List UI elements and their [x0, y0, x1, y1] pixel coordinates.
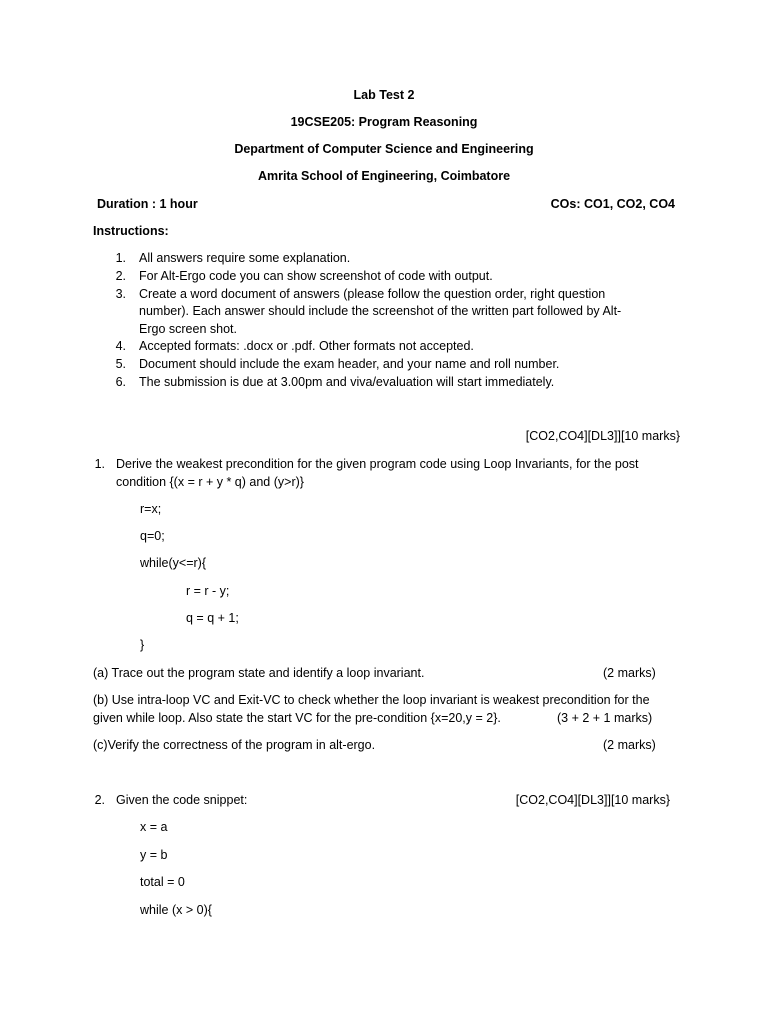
- code-line: while (x > 0){: [140, 903, 212, 917]
- question1-part-b-marks: (3 + 2 + 1 marks): [557, 711, 653, 725]
- course-title: 19CSE205: Program Reasoning: [290, 115, 478, 129]
- question1-text: Derive the weakest precondition for the given program code using Loop Invariants, for the post: [116, 457, 639, 471]
- list-number: 5.: [115, 357, 126, 371]
- instructions-heading: Instructions:: [93, 224, 169, 238]
- list-text: Document should include the exam header, and your name and roll number.: [139, 357, 560, 371]
- list-text-line: Create a word document of answers (please follow the question order, right question: [139, 287, 606, 301]
- list-text: The submission is due at 3.00pm and viva/evaluation will start immediately.: [139, 375, 555, 389]
- list-text-line: number). Each answer should include the screenshot of the written part followed by Alt-: [139, 304, 622, 318]
- exam-title: Lab Test 2: [353, 88, 415, 102]
- list-text-line: Ergo screen shot.: [139, 322, 237, 336]
- list-text: All answers require some explanation.: [139, 251, 351, 265]
- list-text: For Alt-Ergo code you can show screenshot of code with output.: [139, 269, 493, 283]
- code-line: r=x;: [140, 502, 162, 516]
- question1-part-c: (c)Verify the correctness of the program in alt-ergo.: [93, 738, 376, 752]
- code-line: y = b: [140, 848, 168, 862]
- duration: Duration : 1 hour: [97, 197, 198, 211]
- question2-text: Given the code snippet:: [116, 793, 248, 807]
- course-outcomes: COs: CO1, CO2, CO4: [550, 197, 675, 211]
- question1-part-b: given while loop. Also state the start VC for the pre-condition {x=20,y = 2}.: [93, 711, 501, 725]
- list-number: 4.: [115, 339, 126, 353]
- list-number: 2.: [115, 269, 126, 283]
- question1-part-a-marks: (2 marks): [603, 666, 656, 680]
- question1-part-a: (a) Trace out the program state and identify a loop invariant.: [93, 666, 425, 680]
- question1-number: 1.: [94, 457, 105, 471]
- code-line: }: [140, 638, 145, 652]
- question1-part-c-marks: (2 marks): [603, 738, 656, 752]
- list-number: 1.: [115, 251, 126, 265]
- list-number: 6.: [115, 375, 126, 389]
- department-name: Department of Computer Science and Engineering: [234, 142, 534, 156]
- question2-number: 2.: [94, 793, 105, 807]
- question2-tag: [CO2,CO4][DL3]][10 marks}: [515, 793, 670, 807]
- code-line: x = a: [140, 820, 168, 834]
- code-line: q = q + 1;: [186, 611, 239, 625]
- question1-tag: [CO2,CO4][DL3]][10 marks}: [525, 429, 680, 443]
- question1-part-b: (b) Use intra-loop VC and Exit-VC to check whether the loop invariant is weakest precondition for the: [93, 693, 650, 707]
- code-line: while(y<=r){: [140, 556, 206, 570]
- school-name: Amrita School of Engineering, Coimbatore: [257, 169, 511, 183]
- list-text: Accepted formats: .docx or .pdf. Other formats not accepted.: [139, 339, 474, 353]
- question1-text: condition {(x = r + y * q) and (y>r)}: [116, 475, 304, 489]
- list-number: 3.: [115, 287, 126, 301]
- code-line: total = 0: [140, 875, 185, 889]
- code-line: q=0;: [140, 529, 165, 543]
- code-line: r = r - y;: [186, 584, 230, 598]
